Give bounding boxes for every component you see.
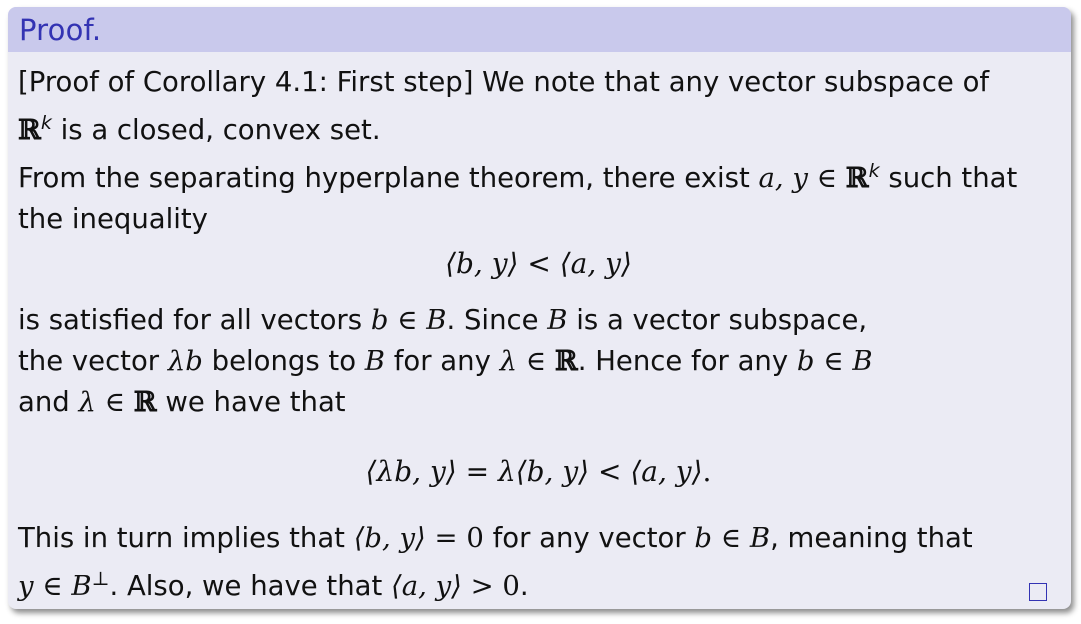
element-of-symbol: ∈	[33, 570, 72, 603]
eq2-less-than: <	[589, 455, 631, 489]
proof-block	[8, 7, 1071, 609]
eq2-rhs: ⟨a, y⟩	[630, 455, 703, 489]
element-of-symbol: ∈	[517, 345, 555, 378]
exponent-k: k	[40, 112, 52, 134]
var-B: B	[426, 304, 447, 337]
inner-product-a-y: ⟨a, y⟩	[391, 570, 462, 603]
text: and	[18, 386, 79, 419]
reals-symbol: ℝ	[554, 345, 578, 378]
var-lambda: λ	[78, 386, 96, 419]
eq1-op: <	[518, 247, 560, 281]
var-y: y	[18, 570, 34, 603]
element-of-symbol: ∈	[814, 345, 853, 378]
qed-square-icon	[1029, 583, 1047, 601]
paragraph-1-line-2	[18, 103, 1059, 151]
paragraph-3-line-3	[18, 382, 1059, 423]
block-title: Proof.	[8, 7, 1071, 52]
text: . Since	[446, 304, 548, 337]
paragraph-2-line-2: the inequality	[18, 203, 208, 236]
var-b: b	[370, 304, 389, 337]
var-b: b	[694, 522, 712, 555]
separating-text: From the separating hyperplane theorem, there exist	[18, 162, 759, 195]
text: is a vector subspace,	[567, 304, 868, 337]
element-of-symbol: ∈	[388, 304, 427, 337]
inner-product-b-y: ⟨b, y⟩	[353, 522, 426, 555]
var-B: B	[71, 570, 92, 603]
exponent-k: k	[868, 160, 880, 183]
text: This in turn implies that	[18, 522, 354, 555]
equals-zero: = 0	[425, 522, 484, 555]
var-B: B	[547, 304, 568, 337]
var-b: b	[796, 345, 815, 378]
paragraph-4-line-2	[18, 559, 1059, 607]
text: for any vector	[483, 522, 695, 555]
element-of-symbol: ∈	[712, 522, 750, 555]
eq2-lhs: ⟨λb, y⟩	[365, 455, 457, 489]
text: is satisfied for all vectors	[18, 304, 371, 337]
eq1-lhs: ⟨b, y⟩	[445, 247, 519, 281]
reals-symbol: ℝ	[133, 386, 157, 419]
period: .	[519, 570, 529, 603]
greater-than-zero: > 0	[461, 570, 520, 603]
var-B: B	[852, 345, 873, 378]
eq2-equals: =	[456, 455, 498, 489]
paragraph-1-line-1: [Proof of Corollary 4.1: First step] We note that any vector subspace of	[18, 66, 990, 98]
text: we have that	[156, 386, 346, 419]
eq2-middle: λ⟨b, y⟩	[497, 455, 590, 489]
scaling-equation	[18, 451, 1059, 492]
element-of-symbol: ∈	[807, 162, 846, 195]
reals-symbol: ℝ	[18, 114, 41, 147]
text: for any	[385, 345, 500, 378]
eq2-period: .	[702, 455, 712, 489]
text: , meaning that	[770, 522, 973, 555]
text: . Hence for any	[577, 345, 797, 378]
text: belongs to	[202, 345, 365, 378]
element-of-symbol: ∈	[95, 386, 134, 419]
paragraph-2-line-1	[18, 151, 1059, 199]
inequality-equation	[18, 243, 1059, 284]
var-B: B	[364, 345, 385, 378]
proof-body	[8, 52, 1071, 607]
closed-convex-text: is a closed, convex set.	[51, 114, 381, 147]
reals-symbol: ℝ	[845, 162, 869, 195]
paragraph-3-line-2	[18, 341, 1059, 382]
eq1-rhs: ⟨a, y⟩	[559, 247, 632, 281]
paragraph-4-line-1	[18, 518, 1059, 559]
text: the vector	[18, 345, 168, 378]
text: . Also, we have that	[109, 570, 392, 603]
such-that-text: such that	[879, 162, 1018, 195]
perp-symbol: ⊥	[91, 568, 110, 591]
paragraph-3-line-1	[18, 300, 1059, 341]
var-lambda: λ	[499, 345, 518, 378]
vars-a-y: a, y	[758, 162, 808, 195]
var-lambda-b: λb	[167, 345, 203, 378]
var-B: B	[749, 522, 771, 555]
